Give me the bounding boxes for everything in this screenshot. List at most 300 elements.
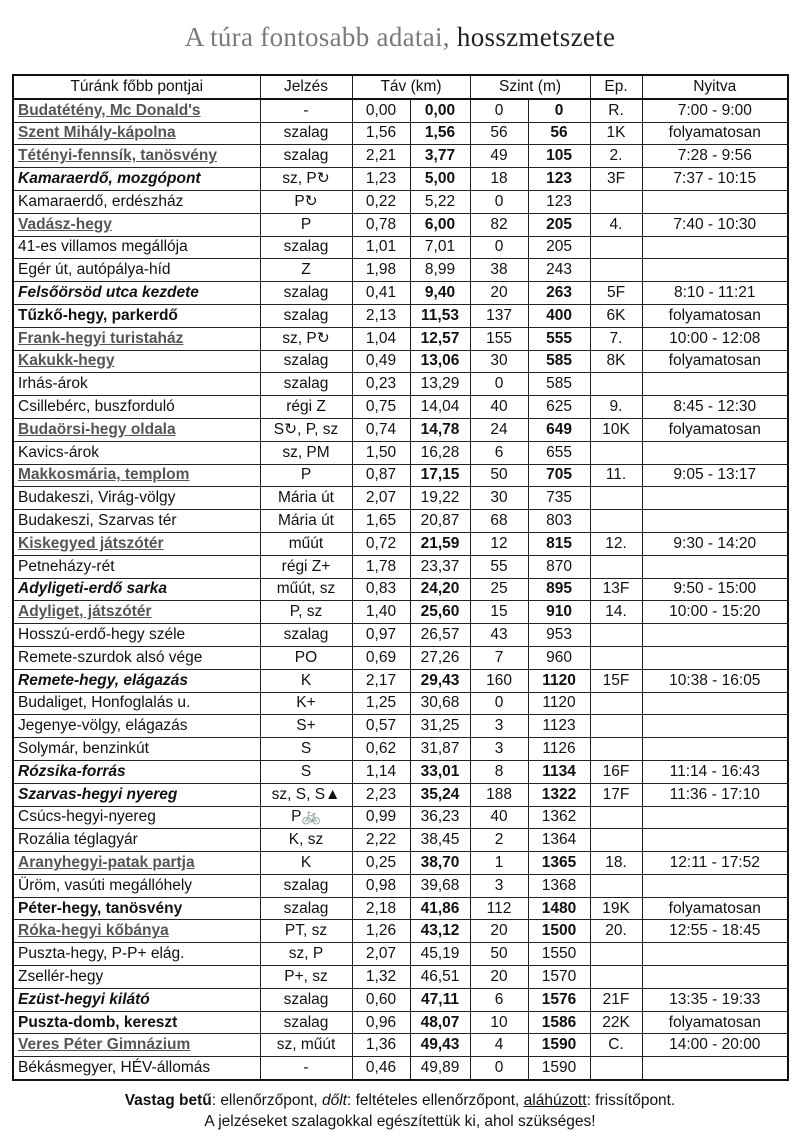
cell-dist-segment: 0,25 — [352, 852, 410, 875]
cell-dist-total: 46,51 — [410, 966, 470, 989]
cell-ep: 7. — [590, 327, 642, 350]
cell-dist-total: 45,19 — [410, 943, 470, 966]
cell-name: Budaörsi-hegy oldala — [13, 418, 260, 441]
cell-name: Ezüst-hegyi kilátó — [13, 988, 260, 1011]
cell-dist-segment: 0,57 — [352, 715, 410, 738]
cell-mark: - — [260, 1057, 352, 1080]
cell-mark: műút — [260, 532, 352, 555]
cell-mark: szalag — [260, 236, 352, 259]
cell-name: Budakeszi, Virág-völgy — [13, 487, 260, 510]
cell-elev-segment: 18 — [470, 168, 528, 191]
table-row — [13, 760, 788, 783]
cell-open: 7:00 - 9:00 — [642, 99, 788, 122]
cell-open — [642, 829, 788, 852]
cell-mark: P+, sz — [260, 966, 352, 989]
cell-elev-total: 1480 — [528, 897, 590, 920]
cell-open — [642, 441, 788, 464]
cell-dist-segment: 0,62 — [352, 738, 410, 761]
cell-name: Makkosmária, templom — [13, 464, 260, 487]
cell-dist-segment: 1,36 — [352, 1034, 410, 1057]
cell-name: Róka-hegyi kőbánya — [13, 920, 260, 943]
table-row — [13, 669, 788, 692]
cell-elev-segment: 0 — [470, 373, 528, 396]
cell-dist-segment: 1,01 — [352, 236, 410, 259]
header-open: Nyitva — [642, 75, 788, 99]
cell-mark: szalag — [260, 988, 352, 1011]
cell-ep: 18. — [590, 852, 642, 875]
cell-open — [642, 487, 788, 510]
cell-elev-segment: 10 — [470, 1011, 528, 1034]
footer-note: A jelzéseket szalagokkal egészítettük ki, ahol szükséges! — [204, 1113, 596, 1130]
header-ep: Ep. — [590, 75, 642, 99]
cell-elev-segment: 8 — [470, 760, 528, 783]
cell-dist-segment: 2,23 — [352, 783, 410, 806]
cell-open: 11:14 - 16:43 — [642, 760, 788, 783]
cell-dist-total: 24,20 — [410, 578, 470, 601]
cell-elev-segment: 7 — [470, 646, 528, 669]
cell-ep — [590, 555, 642, 578]
cell-elev-total: 1134 — [528, 760, 590, 783]
cell-elev-total: 205 — [528, 213, 590, 236]
cell-open: 7:37 - 10:15 — [642, 168, 788, 191]
cell-dist-segment: 2,13 — [352, 304, 410, 327]
cell-dist-segment: 1,65 — [352, 510, 410, 533]
cell-ep: 12. — [590, 532, 642, 555]
table-row — [13, 99, 788, 122]
table-row — [13, 350, 788, 373]
table-row — [13, 327, 788, 350]
cell-dist-segment: 0,69 — [352, 646, 410, 669]
cell-elev-total: 960 — [528, 646, 590, 669]
cell-name: Budaliget, Honfoglalás u. — [13, 692, 260, 715]
cell-dist-total: 49,43 — [410, 1034, 470, 1057]
table-row — [13, 897, 788, 920]
cell-mark: sz, PM — [260, 441, 352, 464]
cell-ep: 1K — [590, 122, 642, 145]
cell-elev-total: 1126 — [528, 738, 590, 761]
cell-dist-total: 5,00 — [410, 168, 470, 191]
cell-dist-total: 8,99 — [410, 259, 470, 282]
cell-ep: 21F — [590, 988, 642, 1011]
cell-ep: 13F — [590, 578, 642, 601]
cell-mark: sz, P↻ — [260, 327, 352, 350]
cell-elev-segment: 2 — [470, 829, 528, 852]
cell-elev-segment: 155 — [470, 327, 528, 350]
table-row — [13, 259, 788, 282]
cell-name: Kamaraerdő, erdészház — [13, 190, 260, 213]
cell-dist-segment: 2,22 — [352, 829, 410, 852]
cell-name: Üröm, vasúti megállóhely — [13, 874, 260, 897]
table-row — [13, 396, 788, 419]
cell-elev-segment: 188 — [470, 783, 528, 806]
cell-dist-segment: 0,41 — [352, 282, 410, 305]
cell-elev-segment: 25 — [470, 578, 528, 601]
cell-mark: szalag — [260, 145, 352, 168]
cell-open: 8:10 - 11:21 — [642, 282, 788, 305]
cell-dist-total: 27,26 — [410, 646, 470, 669]
title-light: A túra fontosabb adatai, — [184, 22, 450, 52]
cell-mark: Mária út — [260, 510, 352, 533]
cell-name: Vadász-hegy — [13, 213, 260, 236]
cell-open: 8:45 - 12:30 — [642, 396, 788, 419]
cell-open — [642, 236, 788, 259]
cell-dist-total: 23,37 — [410, 555, 470, 578]
cell-dist-total: 48,07 — [410, 1011, 470, 1034]
cell-elev-total: 400 — [528, 304, 590, 327]
cell-ep — [590, 190, 642, 213]
cell-name: Puszta-domb, kereszt — [13, 1011, 260, 1034]
cell-mark: régi Z+ — [260, 555, 352, 578]
cell-dist-segment: 1,40 — [352, 601, 410, 624]
cell-name: Petneházy-rét — [13, 555, 260, 578]
cell-name: Kakukk-hegy — [13, 350, 260, 373]
cell-elev-segment: 137 — [470, 304, 528, 327]
cell-mark: sz, P — [260, 943, 352, 966]
table-row — [13, 190, 788, 213]
cell-elev-segment: 3 — [470, 874, 528, 897]
cell-open — [642, 510, 788, 533]
cell-dist-segment: 1,14 — [352, 760, 410, 783]
cell-name: Szarvas-hegyi nyereg — [13, 783, 260, 806]
cell-elev-segment: 6 — [470, 441, 528, 464]
cell-mark: Z — [260, 259, 352, 282]
cell-open: folyamatosan — [642, 122, 788, 145]
cell-name: Felsőörsöd utca kezdete — [13, 282, 260, 305]
cell-mark: műút, sz — [260, 578, 352, 601]
cell-elev-total: 1500 — [528, 920, 590, 943]
cell-ep: 19K — [590, 897, 642, 920]
cell-elev-total: 1364 — [528, 829, 590, 852]
cell-dist-segment: 1,78 — [352, 555, 410, 578]
cell-name: Adyligeti-erdő sarka — [13, 578, 260, 601]
cell-ep: 20. — [590, 920, 642, 943]
cell-dist-total: 13,06 — [410, 350, 470, 373]
cell-ep: 14. — [590, 601, 642, 624]
table-row — [13, 282, 788, 305]
cell-elev-total: 1590 — [528, 1057, 590, 1080]
cell-elev-segment: 0 — [470, 236, 528, 259]
cell-elev-segment: 0 — [470, 190, 528, 213]
cell-elev-segment: 82 — [470, 213, 528, 236]
cell-elev-total: 1365 — [528, 852, 590, 875]
cell-mark: szalag — [260, 282, 352, 305]
cell-mark: P — [260, 213, 352, 236]
cell-ep: 2. — [590, 145, 642, 168]
cell-ep — [590, 373, 642, 396]
cell-mark: P↻ — [260, 190, 352, 213]
cell-dist-total: 31,25 — [410, 715, 470, 738]
table-row — [13, 852, 788, 875]
cell-name: Solymár, benzinkút — [13, 738, 260, 761]
cell-mark: S — [260, 760, 352, 783]
cell-open: 13:35 - 19:33 — [642, 988, 788, 1011]
cell-elev-total: 123 — [528, 168, 590, 191]
cell-ep: 15F — [590, 669, 642, 692]
cell-open: 9:50 - 15:00 — [642, 578, 788, 601]
cell-mark: PT, sz — [260, 920, 352, 943]
cell-ep — [590, 441, 642, 464]
header-mark: Jelzés — [260, 75, 352, 99]
cell-elev-total: 1550 — [528, 943, 590, 966]
cell-elev-total: 1123 — [528, 715, 590, 738]
cell-elev-segment: 24 — [470, 418, 528, 441]
table-row — [13, 236, 788, 259]
legend-italic-word: dőlt — [322, 1092, 347, 1109]
cell-open: 7:28 - 9:56 — [642, 145, 788, 168]
cell-elev-total: 243 — [528, 259, 590, 282]
cell-elev-total: 585 — [528, 373, 590, 396]
cell-name: Csillebérc, buszforduló — [13, 396, 260, 419]
cell-mark: P🚲 — [260, 806, 352, 829]
table-row — [13, 1057, 788, 1080]
cell-elev-total: 1586 — [528, 1011, 590, 1034]
cell-dist-total: 12,57 — [410, 327, 470, 350]
cell-elev-segment: 4 — [470, 1034, 528, 1057]
cell-dist-segment: 0,78 — [352, 213, 410, 236]
cell-dist-segment: 1,26 — [352, 920, 410, 943]
cell-dist-segment: 1,50 — [352, 441, 410, 464]
cell-elev-segment: 12 — [470, 532, 528, 555]
cell-dist-total: 30,68 — [410, 692, 470, 715]
cell-dist-segment: 0,98 — [352, 874, 410, 897]
cell-open: 7:40 - 10:30 — [642, 213, 788, 236]
cell-elev-total: 1120 — [528, 692, 590, 715]
cell-name: Tétényi-fennsík, tanösvény — [13, 145, 260, 168]
cell-dist-segment: 0,96 — [352, 1011, 410, 1034]
table-row — [13, 441, 788, 464]
cell-mark: P, sz — [260, 601, 352, 624]
cell-name: Kamaraerdő, mozgópont — [13, 168, 260, 191]
cell-elev-segment: 0 — [470, 692, 528, 715]
cell-dist-segment: 2,17 — [352, 669, 410, 692]
cell-elev-total: 649 — [528, 418, 590, 441]
cell-dist-total: 21,59 — [410, 532, 470, 555]
table-row — [13, 487, 788, 510]
cell-mark: sz, műút — [260, 1034, 352, 1057]
cell-open — [642, 966, 788, 989]
cell-name: Remete-hegy, elágazás — [13, 669, 260, 692]
cell-dist-total: 31,87 — [410, 738, 470, 761]
cell-elev-total: 205 — [528, 236, 590, 259]
cell-ep: 3F — [590, 168, 642, 191]
cell-elev-total: 105 — [528, 145, 590, 168]
cell-open — [642, 646, 788, 669]
table-row — [13, 601, 788, 624]
cell-mark: szalag — [260, 874, 352, 897]
cell-mark: szalag — [260, 1011, 352, 1034]
cell-open: 12:11 - 17:52 — [642, 852, 788, 875]
cell-dist-segment: 0,83 — [352, 578, 410, 601]
table-row — [13, 624, 788, 647]
cell-open: folyamatosan — [642, 418, 788, 441]
cell-elev-total: 803 — [528, 510, 590, 533]
cell-name: Péter-hegy, tanösvény — [13, 897, 260, 920]
table-row — [13, 578, 788, 601]
table-row — [13, 1011, 788, 1034]
legend-bold-word: Vastag betű — [124, 1092, 212, 1109]
cell-elev-total: 1362 — [528, 806, 590, 829]
cell-elev-segment: 68 — [470, 510, 528, 533]
cell-elev-total: 735 — [528, 487, 590, 510]
cell-dist-segment: 1,04 — [352, 327, 410, 350]
cell-name: Egér út, autópálya-híd — [13, 259, 260, 282]
cell-name: Kiskegyed játszótér — [13, 532, 260, 555]
cell-dist-total: 20,87 — [410, 510, 470, 533]
cell-elev-segment: 160 — [470, 669, 528, 692]
cell-mark: S↻, P, sz — [260, 418, 352, 441]
cell-open: folyamatosan — [642, 350, 788, 373]
cell-elev-total: 870 — [528, 555, 590, 578]
cell-elev-total: 910 — [528, 601, 590, 624]
cell-dist-total: 38,45 — [410, 829, 470, 852]
cell-dist-segment: 0,72 — [352, 532, 410, 555]
cell-ep: R. — [590, 99, 642, 122]
cell-dist-segment: 1,32 — [352, 966, 410, 989]
cell-elev-total: 1322 — [528, 783, 590, 806]
cell-name: Hosszú-erdő-hegy széle — [13, 624, 260, 647]
cell-open: 10:38 - 16:05 — [642, 669, 788, 692]
cell-open — [642, 943, 788, 966]
cell-name: Budakeszi, Szarvas tér — [13, 510, 260, 533]
cell-elev-total: 585 — [528, 350, 590, 373]
cell-ep — [590, 510, 642, 533]
cell-ep — [590, 487, 642, 510]
cell-open: folyamatosan — [642, 897, 788, 920]
cell-mark: K+ — [260, 692, 352, 715]
cell-dist-segment: 1,56 — [352, 122, 410, 145]
cell-elev-total: 815 — [528, 532, 590, 555]
cell-dist-total: 9,40 — [410, 282, 470, 305]
cell-dist-segment: 2,18 — [352, 897, 410, 920]
cell-ep — [590, 874, 642, 897]
cell-dist-total: 41,86 — [410, 897, 470, 920]
cell-mark: Mária út — [260, 487, 352, 510]
cell-elev-segment: 6 — [470, 988, 528, 1011]
cell-dist-segment: 0,22 — [352, 190, 410, 213]
cell-elev-total: 0 — [528, 99, 590, 122]
table-row — [13, 168, 788, 191]
cell-elev-segment: 1 — [470, 852, 528, 875]
cell-name: Budatétény, Mc Donald's — [13, 99, 260, 122]
cell-dist-total: 36,23 — [410, 806, 470, 829]
cell-elev-segment: 0 — [470, 99, 528, 122]
cell-name: Rozália téglagyár — [13, 829, 260, 852]
table-row — [13, 304, 788, 327]
footer-legend — [0, 1092, 800, 1110]
cell-dist-total: 43,12 — [410, 920, 470, 943]
cell-ep — [590, 692, 642, 715]
cell-elev-segment: 112 — [470, 897, 528, 920]
page-title — [0, 22, 800, 53]
cell-mark: szalag — [260, 373, 352, 396]
cell-dist-total: 39,68 — [410, 874, 470, 897]
table-row — [13, 943, 788, 966]
table-row — [13, 988, 788, 1011]
cell-ep — [590, 1057, 642, 1080]
legend-under-desc: : frissítőpont. — [586, 1092, 676, 1109]
table-row — [13, 145, 788, 168]
cell-mark: sz, P↻ — [260, 168, 352, 191]
cell-elev-segment: 49 — [470, 145, 528, 168]
cell-ep — [590, 806, 642, 829]
cell-ep: 22K — [590, 1011, 642, 1034]
cell-dist-total: 13,29 — [410, 373, 470, 396]
cell-open: 14:00 - 20:00 — [642, 1034, 788, 1057]
table-row — [13, 966, 788, 989]
cell-elev-total: 56 — [528, 122, 590, 145]
cell-ep: 4. — [590, 213, 642, 236]
cell-dist-total: 6,00 — [410, 213, 470, 236]
table-row — [13, 783, 788, 806]
cell-elev-segment: 20 — [470, 282, 528, 305]
cell-dist-segment: 1,23 — [352, 168, 410, 191]
cell-ep: C. — [590, 1034, 642, 1057]
cell-name: Tűzkő-hegy, parkerdő — [13, 304, 260, 327]
cell-name: Adyliget, játszótér — [13, 601, 260, 624]
legend-italic-desc: : feltételes ellenőrzőpont, — [347, 1092, 524, 1109]
table-row — [13, 806, 788, 829]
cell-dist-segment: 0,23 — [352, 373, 410, 396]
table-row — [13, 555, 788, 578]
cell-elev-segment: 55 — [470, 555, 528, 578]
table-row — [13, 646, 788, 669]
cell-open — [642, 874, 788, 897]
cell-dist-segment: 1,25 — [352, 692, 410, 715]
route-table — [12, 74, 789, 1081]
cell-elev-segment: 30 — [470, 487, 528, 510]
cell-open: folyamatosan — [642, 304, 788, 327]
cell-ep: 16F — [590, 760, 642, 783]
cell-dist-segment: 0,49 — [352, 350, 410, 373]
cell-mark: PO — [260, 646, 352, 669]
cell-elev-total: 1368 — [528, 874, 590, 897]
cell-name: Irhás-árok — [13, 373, 260, 396]
cell-dist-segment: 0,60 — [352, 988, 410, 1011]
table-row — [13, 1034, 788, 1057]
cell-ep — [590, 966, 642, 989]
cell-elev-segment: 40 — [470, 806, 528, 829]
cell-mark: K — [260, 669, 352, 692]
cell-elev-total: 1570 — [528, 966, 590, 989]
cell-dist-total: 11,53 — [410, 304, 470, 327]
cell-mark: szalag — [260, 897, 352, 920]
cell-elev-segment: 50 — [470, 464, 528, 487]
cell-elev-total: 625 — [528, 396, 590, 419]
cell-elev-segment: 20 — [470, 920, 528, 943]
cell-dist-total: 17,15 — [410, 464, 470, 487]
table-row — [13, 373, 788, 396]
cell-mark: K, sz — [260, 829, 352, 852]
cell-dist-segment: 2,21 — [352, 145, 410, 168]
cell-elev-segment: 3 — [470, 738, 528, 761]
cell-dist-total: 16,28 — [410, 441, 470, 464]
cell-dist-segment: 0,87 — [352, 464, 410, 487]
cell-mark: P — [260, 464, 352, 487]
cell-name: Békásmegyer, HÉV-állomás — [13, 1057, 260, 1080]
cell-mark: régi Z — [260, 396, 352, 419]
cell-open: 12:55 - 18:45 — [642, 920, 788, 943]
cell-elev-segment: 30 — [470, 350, 528, 373]
cell-open: 9:05 - 13:17 — [642, 464, 788, 487]
cell-dist-total: 14,04 — [410, 396, 470, 419]
cell-elev-segment: 43 — [470, 624, 528, 647]
cell-name: Jegenye-völgy, elágazás — [13, 715, 260, 738]
cell-open — [642, 555, 788, 578]
cell-name: Frank-hegyi turistaház — [13, 327, 260, 350]
cell-ep: 17F — [590, 783, 642, 806]
cell-open: 10:00 - 12:08 — [642, 327, 788, 350]
cell-elev-total: 705 — [528, 464, 590, 487]
